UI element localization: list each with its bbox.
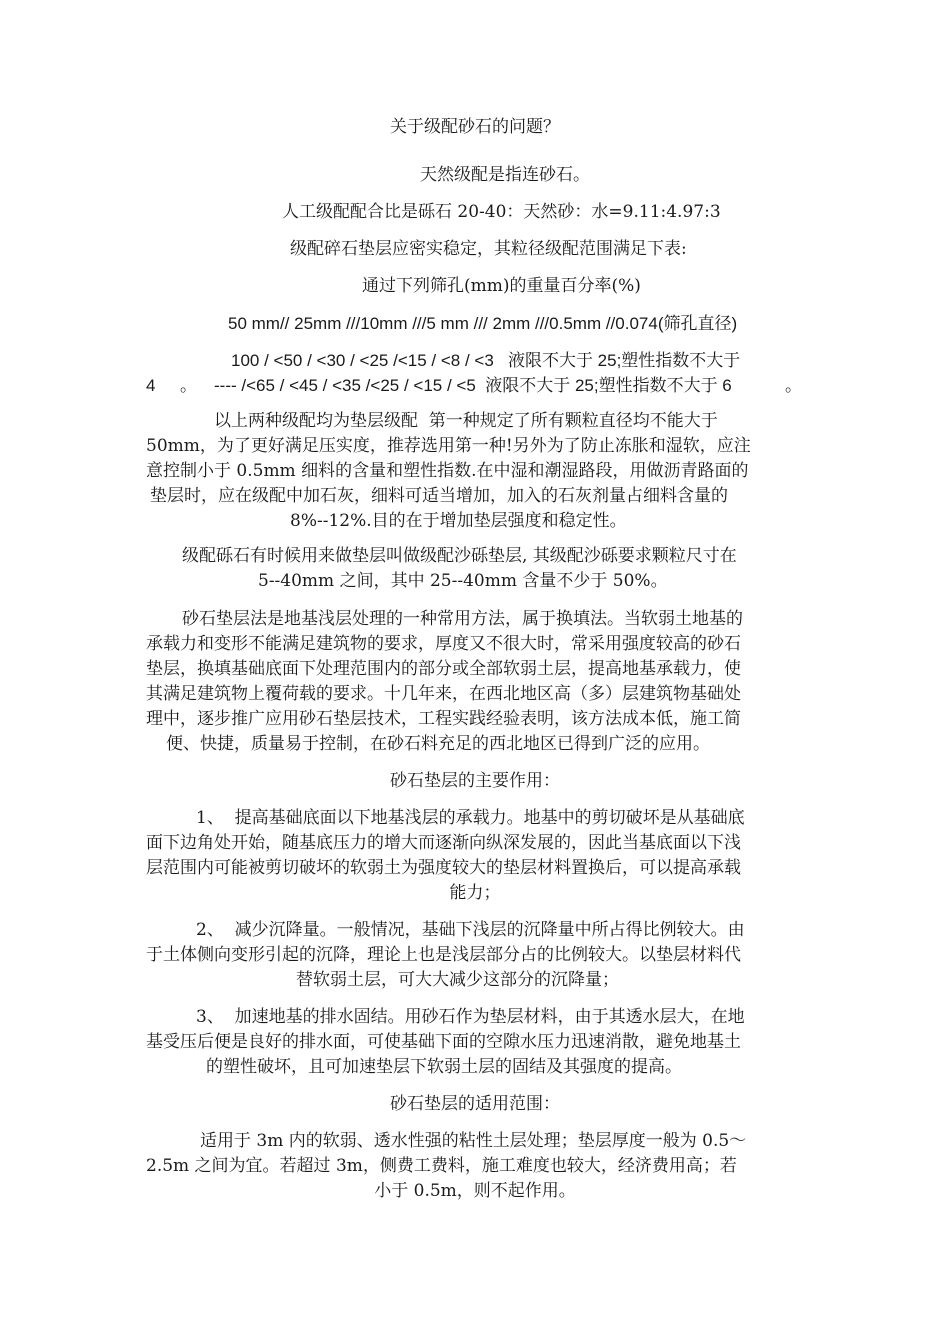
paragraph-sand-gravel-line: 5--40mm 之间，其中 25--40mm 含量不少于 50%。	[258, 571, 668, 591]
paragraph-method-line: 垫层，换填基础底面下处理范围内的部分或全部软弱土层，提高地基承载力，使	[146, 659, 741, 679]
table-caption: 通过下列筛孔(mm)的重量百分率(%)	[362, 276, 641, 296]
heading-scope: 砂石垫层的适用范围：	[390, 1094, 560, 1114]
paragraph-artificial-grading: 人工级配配合比是砾石 20-40：天然砂：水=9.11:4.97:3	[282, 202, 721, 222]
sieve-table-row-1: 100 / <50 / <30 / <25 /<15 / <8 / <3 液限不大于 25;塑性指数不大于	[231, 351, 741, 370]
paragraph-gravel-requirement: 级配碎石垫层应密实稳定，其粒径级配范围满足下表:	[290, 239, 687, 259]
paragraph-grading-line: 8%--12%.目的在于增加垫层强度和稳定性。	[290, 511, 627, 531]
function-item-1-line: 1、 提高基础底面以下地基浅层的承载力。地基中的剪切破坏是从基础底	[196, 808, 745, 828]
paragraph-method-line: 砂石垫层法是地基浅层处理的一种常用方法，属于换填法。当软弱土地基的	[182, 609, 743, 629]
paragraph-natural-grading: 天然级配是指连砂石。	[420, 165, 590, 185]
sieve-table-header: 50 mm// 25mm ///10mm ///5 mm /// 2mm ///0.5mm //0.074(筛孔直径)	[228, 314, 738, 333]
function-item-1-line: 能力；	[449, 883, 501, 903]
sieve-table-row-2-mark: 。	[180, 376, 197, 396]
paragraph-method-line: 承载力和变形不能满足建筑物的要求，厚度又不很大时，常采用强度较高的砂石	[146, 634, 741, 654]
function-item-3-line: 基受压后便是良好的排水面，可使基础下面的空隙水压力迅速消散，避免地基土	[146, 1032, 741, 1052]
sieve-table-row-1-tail: 4	[146, 376, 156, 395]
paragraph-method-line: 理中，逐步推广应用砂石垫层技术，工程实践经验表明，该方法成本低，施工简	[146, 709, 741, 729]
function-item-1-line: 层范围内可能被剪切破坏的软弱土为强度较大的垫层材料置换后，可以提高承载	[146, 858, 741, 878]
function-item-1-line: 面下边角处开始，随基底压力的增大而逐渐向纵深发展的，因此当基底面以下浅	[146, 833, 741, 853]
paragraph-sand-gravel-line: 级配砾石有时候用来做垫层叫做级配沙砾垫层, 其级配沙砾要求颗粒尺寸在	[182, 546, 737, 566]
function-item-2-line: 替软弱土层，可大大减少这部分的沉降量；	[296, 970, 619, 990]
scope-line: 小于 0.5m，则不起作用。	[374, 1181, 576, 1201]
paragraph-grading-line: 50mm，为了更好满足压实度，推荐选用第一种!另外为了防止冻胀和湿软，应注	[146, 436, 751, 456]
scope-line: 适用于 3m 内的软弱、透水性强的粘性土层处理；垫层厚度一般为 0.5～	[200, 1131, 747, 1151]
function-item-2-line: 于土体侧向变形引起的沉降，理论上也是浅层部分占的比例较大。以垫层材料代	[146, 945, 741, 965]
function-item-3-line: 的塑性破坏，且可加速垫层下软弱土层的固结及其强度的提高。	[206, 1057, 682, 1077]
paragraph-grading-line: 垫层时，应在级配中加石灰，细料可适当增加，加入的石灰剂量占细料含量的	[150, 486, 728, 506]
function-item-2-line: 2、 减少沉降量。一般情况，基础下浅层的沉降量中所占得比例较大。由	[196, 920, 745, 940]
function-item-3-line: 3、 加速地基的排水固结。用砂石作为垫层材料，由于其透水层大，在地	[196, 1007, 745, 1027]
sieve-table-row-2-tail: 。	[785, 376, 802, 396]
document-title: 关于级配砂石的问题？	[390, 117, 560, 137]
paragraph-method-line: 便、快捷，质量易于控制，在砂石料充足的西北地区已得到广泛的应用。	[166, 734, 710, 754]
paragraph-grading-line: 以上两种级配均为垫层级配 第一种规定了所有颗粒直径均不能大于	[214, 411, 718, 431]
scope-line: 2.5m 之间为宜。若超过 3m，侧费工费料，施工难度也较大，经济费用高；若	[146, 1156, 737, 1176]
paragraph-method-line: 其满足建筑物上覆荷载的要求。十几年来，在西北地区高（多）层建筑物基础处	[146, 684, 741, 704]
heading-main-functions: 砂石垫层的主要作用：	[390, 771, 560, 791]
paragraph-grading-line: 意控制小于 0.5mm 细料的含量和塑性指数.在中湿和潮湿路段，用做沥青路面的	[146, 461, 749, 481]
sieve-table-row-2: ---- /<65 / <45 / <35 /<25 / <15 / <5 液限不大于 25;塑性指数不大于 6	[214, 376, 732, 395]
